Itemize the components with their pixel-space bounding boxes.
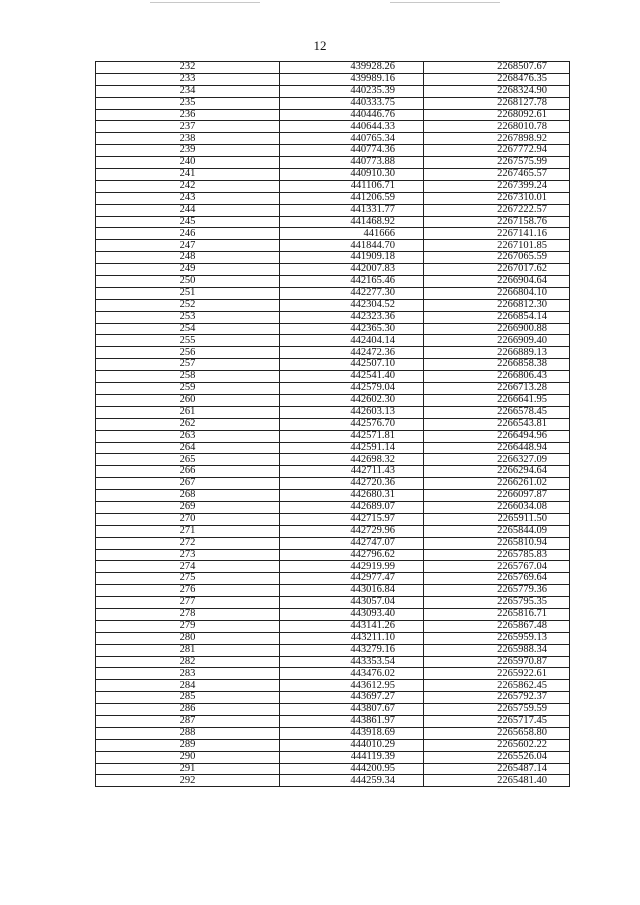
point-number-cell: 285 bbox=[96, 692, 280, 704]
point-number-cell: 264 bbox=[96, 442, 280, 454]
x-coordinate-cell: 443141.26 bbox=[280, 620, 424, 632]
table-row bbox=[96, 656, 570, 668]
table-row bbox=[96, 525, 570, 537]
point-number-cell: 258 bbox=[96, 371, 280, 383]
y-coordinate-cell: 2265844.09 bbox=[424, 525, 570, 537]
table-row bbox=[96, 680, 570, 692]
x-coordinate-cell: 441909.18 bbox=[280, 252, 424, 264]
point-number-cell: 251 bbox=[96, 287, 280, 299]
y-coordinate-cell: 2267065.59 bbox=[424, 252, 570, 264]
table-row bbox=[96, 692, 570, 704]
x-coordinate-cell: 440235.39 bbox=[280, 85, 424, 97]
point-number-cell: 237 bbox=[96, 121, 280, 133]
point-number-cell: 262 bbox=[96, 418, 280, 430]
y-coordinate-cell: 2268092.61 bbox=[424, 109, 570, 121]
table-row bbox=[96, 418, 570, 430]
y-coordinate-cell: 2266261.02 bbox=[424, 478, 570, 490]
point-number-cell: 260 bbox=[96, 394, 280, 406]
y-coordinate-cell: 2267222.57 bbox=[424, 204, 570, 216]
x-coordinate-cell: 442165.46 bbox=[280, 276, 424, 288]
table-row bbox=[96, 549, 570, 561]
y-coordinate-cell: 2266900.88 bbox=[424, 323, 570, 335]
y-coordinate-cell: 2268476.35 bbox=[424, 73, 570, 85]
y-coordinate-cell: 2265526.04 bbox=[424, 751, 570, 763]
y-coordinate-cell: 2266889.13 bbox=[424, 347, 570, 359]
point-number-cell: 257 bbox=[96, 359, 280, 371]
x-coordinate-cell: 442711.43 bbox=[280, 466, 424, 478]
y-coordinate-cell: 2266812.30 bbox=[424, 299, 570, 311]
table-row bbox=[96, 287, 570, 299]
table-row bbox=[96, 97, 570, 109]
table-row bbox=[96, 739, 570, 751]
table-row bbox=[96, 561, 570, 573]
point-number-cell: 289 bbox=[96, 739, 280, 751]
x-coordinate-cell: 443918.69 bbox=[280, 727, 424, 739]
scan-artifact-line bbox=[390, 2, 500, 3]
x-coordinate-cell: 440765.34 bbox=[280, 133, 424, 145]
x-coordinate-cell: 443353.54 bbox=[280, 656, 424, 668]
x-coordinate-cell: 442715.97 bbox=[280, 513, 424, 525]
point-number-cell: 277 bbox=[96, 597, 280, 609]
y-coordinate-cell: 2265602.22 bbox=[424, 739, 570, 751]
point-number-cell: 250 bbox=[96, 276, 280, 288]
x-coordinate-cell: 442729.96 bbox=[280, 525, 424, 537]
y-coordinate-cell: 2266713.28 bbox=[424, 383, 570, 395]
point-number-cell: 275 bbox=[96, 573, 280, 585]
x-coordinate-cell: 441206.59 bbox=[280, 192, 424, 204]
y-coordinate-cell: 2268324.90 bbox=[424, 85, 570, 97]
x-coordinate-cell: 440446.76 bbox=[280, 109, 424, 121]
point-number-cell: 240 bbox=[96, 157, 280, 169]
x-coordinate-cell: 442365.30 bbox=[280, 323, 424, 335]
table-row bbox=[96, 347, 570, 359]
point-number-cell: 278 bbox=[96, 608, 280, 620]
table-row bbox=[96, 775, 570, 787]
point-number-cell: 236 bbox=[96, 109, 280, 121]
table-row bbox=[96, 204, 570, 216]
point-number-cell: 273 bbox=[96, 549, 280, 561]
page-number: 12 bbox=[313, 38, 327, 53]
point-number-cell: 245 bbox=[96, 216, 280, 228]
x-coordinate-cell: 442404.14 bbox=[280, 335, 424, 347]
point-number-cell: 276 bbox=[96, 585, 280, 597]
table-row bbox=[96, 585, 570, 597]
table-row bbox=[96, 632, 570, 644]
y-coordinate-cell: 2266804.10 bbox=[424, 287, 570, 299]
point-number-cell: 283 bbox=[96, 668, 280, 680]
x-coordinate-cell: 443093.40 bbox=[280, 608, 424, 620]
table-row bbox=[96, 466, 570, 478]
y-coordinate-cell: 2265767.04 bbox=[424, 561, 570, 573]
x-coordinate-cell: 443612.95 bbox=[280, 680, 424, 692]
y-coordinate-cell: 2265959.13 bbox=[424, 632, 570, 644]
table-row bbox=[96, 727, 570, 739]
x-coordinate-cell: 442603.13 bbox=[280, 406, 424, 418]
table-row bbox=[96, 513, 570, 525]
y-coordinate-cell: 2266543.81 bbox=[424, 418, 570, 430]
y-coordinate-cell: 2265867.48 bbox=[424, 620, 570, 632]
y-coordinate-cell: 2267575.99 bbox=[424, 157, 570, 169]
x-coordinate-cell: 444200.95 bbox=[280, 763, 424, 775]
point-number-cell: 271 bbox=[96, 525, 280, 537]
y-coordinate-cell: 2268507.67 bbox=[424, 62, 570, 74]
x-coordinate-cell: 444010.29 bbox=[280, 739, 424, 751]
point-number-cell: 290 bbox=[96, 751, 280, 763]
point-number-cell: 239 bbox=[96, 145, 280, 157]
table-row bbox=[96, 109, 570, 121]
table-row bbox=[96, 620, 570, 632]
y-coordinate-cell: 2266448.94 bbox=[424, 442, 570, 454]
x-coordinate-cell: 442698.32 bbox=[280, 454, 424, 466]
point-number-cell: 269 bbox=[96, 501, 280, 513]
x-coordinate-cell: 443016.84 bbox=[280, 585, 424, 597]
table-row bbox=[96, 73, 570, 85]
table-row bbox=[96, 299, 570, 311]
y-coordinate-cell: 2265922.61 bbox=[424, 668, 570, 680]
point-number-cell: 243 bbox=[96, 192, 280, 204]
x-coordinate-cell: 439989.16 bbox=[280, 73, 424, 85]
table-row bbox=[96, 157, 570, 169]
x-coordinate-cell: 442602.30 bbox=[280, 394, 424, 406]
x-coordinate-cell: 444119.39 bbox=[280, 751, 424, 763]
point-number-cell: 286 bbox=[96, 704, 280, 716]
point-number-cell: 288 bbox=[96, 727, 280, 739]
point-number-cell: 244 bbox=[96, 204, 280, 216]
y-coordinate-cell: 2266806.43 bbox=[424, 371, 570, 383]
x-coordinate-cell: 443057.04 bbox=[280, 597, 424, 609]
point-number-cell: 249 bbox=[96, 264, 280, 276]
y-coordinate-cell: 2268127.78 bbox=[424, 97, 570, 109]
y-coordinate-cell: 2267465.57 bbox=[424, 169, 570, 181]
y-coordinate-cell: 2265785.83 bbox=[424, 549, 570, 561]
x-coordinate-cell: 439928.26 bbox=[280, 62, 424, 74]
x-coordinate-cell: 442277.30 bbox=[280, 287, 424, 299]
table-row bbox=[96, 478, 570, 490]
x-coordinate-cell: 442747.07 bbox=[280, 537, 424, 549]
y-coordinate-cell: 2266494.96 bbox=[424, 430, 570, 442]
point-number-cell: 259 bbox=[96, 383, 280, 395]
x-coordinate-cell: 442304.52 bbox=[280, 299, 424, 311]
y-coordinate-cell: 2265810.94 bbox=[424, 537, 570, 549]
y-coordinate-cell: 2265487.14 bbox=[424, 763, 570, 775]
point-number-cell: 247 bbox=[96, 240, 280, 252]
x-coordinate-cell: 443697.27 bbox=[280, 692, 424, 704]
x-coordinate-cell: 442689.07 bbox=[280, 501, 424, 513]
table-row bbox=[96, 145, 570, 157]
table-row bbox=[96, 490, 570, 502]
x-coordinate-cell: 442977.47 bbox=[280, 573, 424, 585]
table-row bbox=[96, 240, 570, 252]
x-coordinate-cell: 442323.36 bbox=[280, 311, 424, 323]
y-coordinate-cell: 2265862.45 bbox=[424, 680, 570, 692]
y-coordinate-cell: 2266327.09 bbox=[424, 454, 570, 466]
y-coordinate-cell: 2267101.85 bbox=[424, 240, 570, 252]
y-coordinate-cell: 2267017.62 bbox=[424, 264, 570, 276]
point-number-cell: 246 bbox=[96, 228, 280, 240]
x-coordinate-cell: 442720.36 bbox=[280, 478, 424, 490]
table-row bbox=[96, 537, 570, 549]
x-coordinate-cell: 442541.40 bbox=[280, 371, 424, 383]
x-coordinate-cell: 441666 bbox=[280, 228, 424, 240]
point-number-cell: 234 bbox=[96, 85, 280, 97]
y-coordinate-cell: 2265779.36 bbox=[424, 585, 570, 597]
y-coordinate-cell: 2266858.38 bbox=[424, 359, 570, 371]
table-row bbox=[96, 454, 570, 466]
table-row bbox=[96, 311, 570, 323]
x-coordinate-cell: 442507.10 bbox=[280, 359, 424, 371]
y-coordinate-cell: 2265769.64 bbox=[424, 573, 570, 585]
point-number-cell: 266 bbox=[96, 466, 280, 478]
y-coordinate-cell: 2266909.40 bbox=[424, 335, 570, 347]
coordinates-table bbox=[95, 61, 570, 787]
y-coordinate-cell: 2265970.87 bbox=[424, 656, 570, 668]
point-number-cell: 268 bbox=[96, 490, 280, 502]
x-coordinate-cell: 442007.83 bbox=[280, 264, 424, 276]
y-coordinate-cell: 2267310.01 bbox=[424, 192, 570, 204]
table-row bbox=[96, 668, 570, 680]
table-row bbox=[96, 228, 570, 240]
point-number-cell: 282 bbox=[96, 656, 280, 668]
x-coordinate-cell: 440333.75 bbox=[280, 97, 424, 109]
point-number-cell: 280 bbox=[96, 632, 280, 644]
point-number-cell: 284 bbox=[96, 680, 280, 692]
x-coordinate-cell: 440644.33 bbox=[280, 121, 424, 133]
table-row bbox=[96, 715, 570, 727]
x-coordinate-cell: 442472.36 bbox=[280, 347, 424, 359]
table-row bbox=[96, 121, 570, 133]
y-coordinate-cell: 2265911.50 bbox=[424, 513, 570, 525]
point-number-cell: 252 bbox=[96, 299, 280, 311]
table-row bbox=[96, 430, 570, 442]
y-coordinate-cell: 2267898.92 bbox=[424, 133, 570, 145]
x-coordinate-cell: 442680.31 bbox=[280, 490, 424, 502]
table-row bbox=[96, 335, 570, 347]
table-row bbox=[96, 252, 570, 264]
point-number-cell: 291 bbox=[96, 763, 280, 775]
y-coordinate-cell: 2265792.37 bbox=[424, 692, 570, 704]
point-number-cell: 235 bbox=[96, 97, 280, 109]
point-number-cell: 256 bbox=[96, 347, 280, 359]
table-row bbox=[96, 442, 570, 454]
x-coordinate-cell: 441468.92 bbox=[280, 216, 424, 228]
x-coordinate-cell: 443861.97 bbox=[280, 715, 424, 727]
table-row bbox=[96, 216, 570, 228]
table-row bbox=[96, 573, 570, 585]
x-coordinate-cell: 440910.30 bbox=[280, 169, 424, 181]
table-row bbox=[96, 62, 570, 74]
table-row bbox=[96, 85, 570, 97]
x-coordinate-cell: 442571.81 bbox=[280, 430, 424, 442]
table-row bbox=[96, 763, 570, 775]
table-row bbox=[96, 394, 570, 406]
x-coordinate-cell: 444259.34 bbox=[280, 775, 424, 787]
point-number-cell: 254 bbox=[96, 323, 280, 335]
table-row bbox=[96, 751, 570, 763]
point-number-cell: 272 bbox=[96, 537, 280, 549]
table-row bbox=[96, 180, 570, 192]
table-row bbox=[96, 323, 570, 335]
point-number-cell: 279 bbox=[96, 620, 280, 632]
point-number-cell: 253 bbox=[96, 311, 280, 323]
table-row bbox=[96, 406, 570, 418]
table-row bbox=[96, 704, 570, 716]
coordinates-table-body bbox=[96, 62, 570, 787]
table-row bbox=[96, 608, 570, 620]
y-coordinate-cell: 2265988.34 bbox=[424, 644, 570, 656]
y-coordinate-cell: 2265481.40 bbox=[424, 775, 570, 787]
point-number-cell: 255 bbox=[96, 335, 280, 347]
y-coordinate-cell: 2267399.24 bbox=[424, 180, 570, 192]
table-row bbox=[96, 359, 570, 371]
x-coordinate-cell: 442576.70 bbox=[280, 418, 424, 430]
point-number-cell: 248 bbox=[96, 252, 280, 264]
y-coordinate-cell: 2265658.80 bbox=[424, 727, 570, 739]
y-coordinate-cell: 2266904.64 bbox=[424, 276, 570, 288]
table-row bbox=[96, 501, 570, 513]
y-coordinate-cell: 2266578.45 bbox=[424, 406, 570, 418]
table-row bbox=[96, 192, 570, 204]
point-number-cell: 238 bbox=[96, 133, 280, 145]
y-coordinate-cell: 2268010.78 bbox=[424, 121, 570, 133]
point-number-cell: 267 bbox=[96, 478, 280, 490]
y-coordinate-cell: 2266097.87 bbox=[424, 490, 570, 502]
x-coordinate-cell: 442579.04 bbox=[280, 383, 424, 395]
x-coordinate-cell: 442796.62 bbox=[280, 549, 424, 561]
point-number-cell: 232 bbox=[96, 62, 280, 74]
point-number-cell: 261 bbox=[96, 406, 280, 418]
x-coordinate-cell: 441331.77 bbox=[280, 204, 424, 216]
y-coordinate-cell: 2265759.59 bbox=[424, 704, 570, 716]
table-row bbox=[96, 133, 570, 145]
point-number-cell: 270 bbox=[96, 513, 280, 525]
point-number-cell: 274 bbox=[96, 561, 280, 573]
point-number-cell: 281 bbox=[96, 644, 280, 656]
table-row bbox=[96, 371, 570, 383]
x-coordinate-cell: 442591.14 bbox=[280, 442, 424, 454]
y-coordinate-cell: 2266641.95 bbox=[424, 394, 570, 406]
point-number-cell: 292 bbox=[96, 775, 280, 787]
table-row bbox=[96, 597, 570, 609]
y-coordinate-cell: 2266034.08 bbox=[424, 501, 570, 513]
point-number-cell: 241 bbox=[96, 169, 280, 181]
point-number-cell: 265 bbox=[96, 454, 280, 466]
y-coordinate-cell: 2265816.71 bbox=[424, 608, 570, 620]
scan-artifact-line bbox=[150, 2, 260, 3]
y-coordinate-cell: 2266854.14 bbox=[424, 311, 570, 323]
y-coordinate-cell: 2267158.76 bbox=[424, 216, 570, 228]
x-coordinate-cell: 443807.67 bbox=[280, 704, 424, 716]
point-number-cell: 263 bbox=[96, 430, 280, 442]
y-coordinate-cell: 2265717.45 bbox=[424, 715, 570, 727]
y-coordinate-cell: 2267141.16 bbox=[424, 228, 570, 240]
table-row bbox=[96, 383, 570, 395]
x-coordinate-cell: 443211.10 bbox=[280, 632, 424, 644]
y-coordinate-cell: 2265795.35 bbox=[424, 597, 570, 609]
y-coordinate-cell: 2267772.94 bbox=[424, 145, 570, 157]
x-coordinate-cell: 441106.71 bbox=[280, 180, 424, 192]
point-number-cell: 242 bbox=[96, 180, 280, 192]
table-row bbox=[96, 644, 570, 656]
x-coordinate-cell: 443476.02 bbox=[280, 668, 424, 680]
table-row bbox=[96, 264, 570, 276]
x-coordinate-cell: 442919.99 bbox=[280, 561, 424, 573]
x-coordinate-cell: 441844.70 bbox=[280, 240, 424, 252]
x-coordinate-cell: 440773.88 bbox=[280, 157, 424, 169]
x-coordinate-cell: 440774.36 bbox=[280, 145, 424, 157]
point-number-cell: 233 bbox=[96, 73, 280, 85]
table-row bbox=[96, 276, 570, 288]
table-row bbox=[96, 169, 570, 181]
y-coordinate-cell: 2266294.64 bbox=[424, 466, 570, 478]
point-number-cell: 287 bbox=[96, 715, 280, 727]
x-coordinate-cell: 443279.16 bbox=[280, 644, 424, 656]
